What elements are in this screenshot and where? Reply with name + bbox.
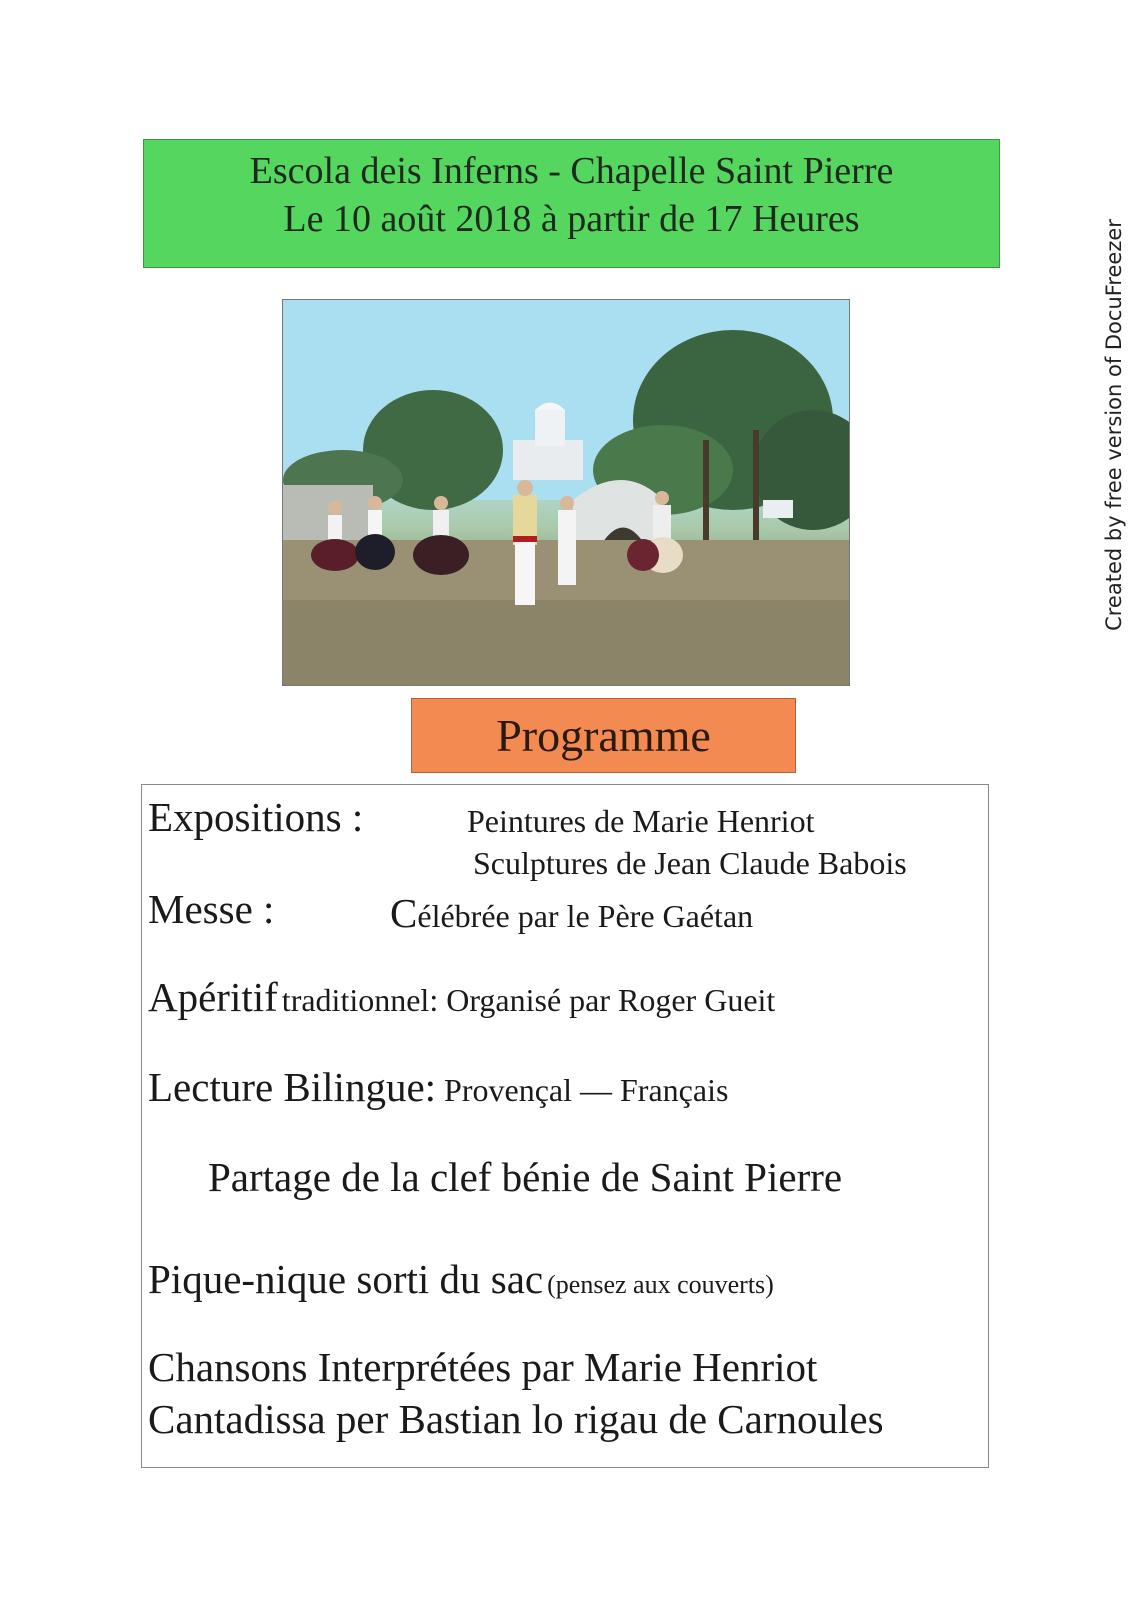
partage-line: Partage de la clef bénie de Saint Pierre xyxy=(208,1154,843,1200)
expositions-label: Expositions : xyxy=(148,794,364,840)
messe-label: Messe : xyxy=(148,886,275,932)
programme-box xyxy=(141,784,989,1468)
chansons-line: Chansons Interprétées par Marie Henriot xyxy=(148,1344,818,1390)
chapel-dance-photo xyxy=(282,299,850,686)
messe-text: Célébrée par le Père Gaétan xyxy=(390,890,754,936)
docufreezer-watermark: Created by free version of DocuFreezer xyxy=(1102,219,1126,631)
event-date: Le 10 août 2018 à partir de 17 Heures xyxy=(283,198,860,240)
expositions-paintings: Peintures de Marie Henriot xyxy=(467,803,815,839)
header-banner xyxy=(143,139,1000,268)
piquenique-line: Pique-nique sorti du sac (pensez aux couverts) xyxy=(148,1256,774,1302)
event-title: Escola deis Inferns - Chapelle Saint Pierre xyxy=(249,150,894,192)
programme-heading: Programme xyxy=(411,698,796,773)
cantadissa-line: Cantadissa per Bastian lo rigau de Carnoules xyxy=(148,1396,884,1442)
aperitif-line: Apéritif traditionnel: Organisé par Roger Gueit xyxy=(148,974,776,1020)
expositions-sculptures: Sculptures de Jean Claude Babois xyxy=(473,845,907,881)
lecture-line: Lecture Bilingue: Provençal — Français xyxy=(148,1064,729,1110)
